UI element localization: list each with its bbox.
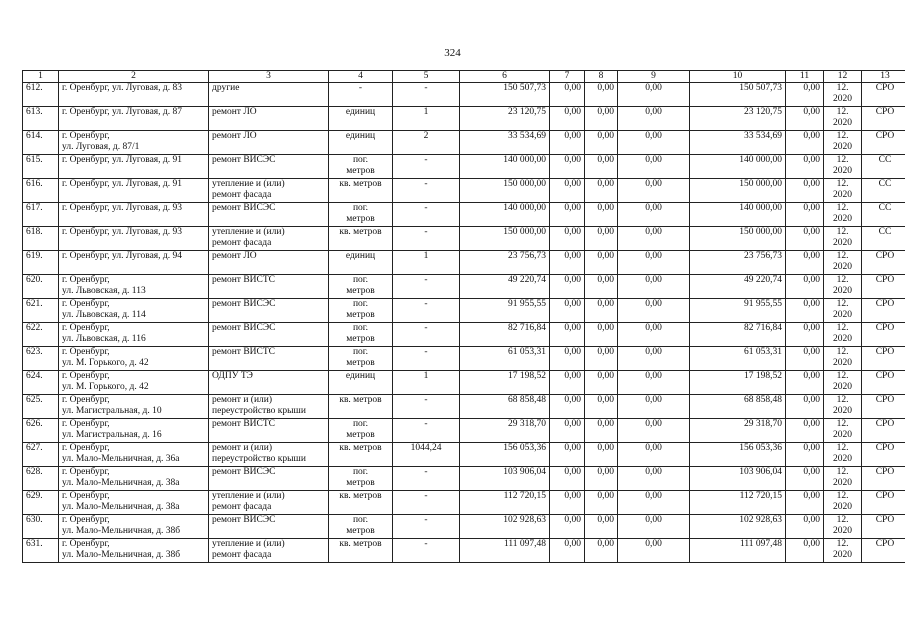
funding-source-cell: СС <box>862 179 905 203</box>
cost-col-8-cell: 0,00 <box>585 467 618 491</box>
funding-source-cell: СРО <box>862 275 905 299</box>
cost-col-9-cell: 0,00 <box>618 395 690 419</box>
completion-date-cell: 12. 2020 <box>824 491 862 515</box>
address-cell: г. Оренбург, ул. Луговая, д. 93 <box>59 203 209 227</box>
cost-col-7-cell: 0,00 <box>550 419 585 443</box>
cost-col-8-cell: 0,00 <box>585 491 618 515</box>
cost-col-10-cell: 156 053,36 <box>690 443 786 467</box>
funding-source-cell: СРО <box>862 131 905 155</box>
table-row <box>23 347 905 371</box>
cost-col-9-cell: 0,00 <box>618 107 690 131</box>
cost-col-11-cell: 0,00 <box>786 179 824 203</box>
total-cost-cell: 91 955,55 <box>460 299 550 323</box>
funding-source-cell: СРО <box>862 299 905 323</box>
cost-col-11-cell: 0,00 <box>786 491 824 515</box>
cost-col-8-cell: 0,00 <box>585 83 618 107</box>
address-cell: г. Оренбург, ул. Мало-Мельничная, д. 38а <box>59 467 209 491</box>
cost-col-7-cell: 0,00 <box>550 539 585 563</box>
cost-col-9-cell: 0,00 <box>618 179 690 203</box>
funding-source-cell: СРО <box>862 539 905 563</box>
cost-col-8-cell: 0,00 <box>585 395 618 419</box>
volume-cell: - <box>393 83 460 107</box>
work-type-cell: ремонт ВИСТС <box>209 347 329 371</box>
cost-col-9-cell: 0,00 <box>618 131 690 155</box>
unit-cell: пог. метров <box>329 155 393 179</box>
funding-source-cell: СРО <box>862 419 905 443</box>
row-number-cell: 621. <box>23 299 59 323</box>
funding-source-cell: СРО <box>862 323 905 347</box>
column-header-7: 7 <box>550 71 585 83</box>
total-cost-cell: 23 756,73 <box>460 251 550 275</box>
cost-col-7-cell: 0,00 <box>550 491 585 515</box>
completion-date-cell: 12. 2020 <box>824 467 862 491</box>
work-type-cell: ОДПУ ТЭ <box>209 371 329 395</box>
cost-col-8-cell: 0,00 <box>585 251 618 275</box>
completion-date-cell: 12. 2020 <box>824 203 862 227</box>
cost-col-8-cell: 0,00 <box>585 371 618 395</box>
table-row <box>23 251 905 275</box>
cost-col-11-cell: 0,00 <box>786 275 824 299</box>
completion-date-cell: 12. 2020 <box>824 323 862 347</box>
table-row <box>23 299 905 323</box>
cost-col-8-cell: 0,00 <box>585 275 618 299</box>
work-type-cell: ремонт ЛО <box>209 107 329 131</box>
work-type-cell: ремонт ЛО <box>209 251 329 275</box>
volume-cell: - <box>393 179 460 203</box>
cost-col-9-cell: 0,00 <box>618 323 690 347</box>
cost-col-11-cell: 0,00 <box>786 395 824 419</box>
table-row <box>23 83 905 107</box>
completion-date-cell: 12. 2020 <box>824 539 862 563</box>
cost-col-8-cell: 0,00 <box>585 443 618 467</box>
completion-date-cell: 12. 2020 <box>824 275 862 299</box>
work-type-cell: ремонт ВИСЭС <box>209 299 329 323</box>
cost-col-8-cell: 0,00 <box>585 155 618 179</box>
cost-col-9-cell: 0,00 <box>618 83 690 107</box>
work-type-cell: ремонт ЛО <box>209 131 329 155</box>
address-cell: г. Оренбург, ул. Мало-Мельничная, д. 38а <box>59 491 209 515</box>
cost-col-10-cell: 102 928,63 <box>690 515 786 539</box>
volume-cell: - <box>393 299 460 323</box>
cost-col-7-cell: 0,00 <box>550 299 585 323</box>
cost-col-8-cell: 0,00 <box>585 227 618 251</box>
completion-date-cell: 12. 2020 <box>824 395 862 419</box>
completion-date-cell: 12. 2020 <box>824 155 862 179</box>
unit-cell: единиц <box>329 131 393 155</box>
work-type-cell: утепление и (или) ремонт фасада <box>209 539 329 563</box>
cost-col-8-cell: 0,00 <box>585 179 618 203</box>
cost-col-8-cell: 0,00 <box>585 347 618 371</box>
cost-col-11-cell: 0,00 <box>786 203 824 227</box>
unit-cell: единиц <box>329 371 393 395</box>
total-cost-cell: 150 000,00 <box>460 179 550 203</box>
address-cell: г. Оренбург, ул. Луговая, д. 87/1 <box>59 131 209 155</box>
table-row <box>23 467 905 491</box>
cost-col-11-cell: 0,00 <box>786 251 824 275</box>
column-header-1: 1 <box>23 71 59 83</box>
address-cell: г. Оренбург, ул. Луговая, д. 83 <box>59 83 209 107</box>
cost-col-10-cell: 112 720,15 <box>690 491 786 515</box>
cost-col-8-cell: 0,00 <box>585 539 618 563</box>
total-cost-cell: 49 220,74 <box>460 275 550 299</box>
total-cost-cell: 150 507,73 <box>460 83 550 107</box>
cost-col-9-cell: 0,00 <box>618 155 690 179</box>
funding-source-cell: СС <box>862 155 905 179</box>
cost-col-9-cell: 0,00 <box>618 251 690 275</box>
table-row <box>23 539 905 563</box>
address-cell: г. Оренбург, ул. Львовская, д. 116 <box>59 323 209 347</box>
cost-col-11-cell: 0,00 <box>786 155 824 179</box>
table-row <box>23 419 905 443</box>
cost-col-11-cell: 0,00 <box>786 539 824 563</box>
row-number-cell: 631. <box>23 539 59 563</box>
cost-col-8-cell: 0,00 <box>585 419 618 443</box>
address-cell: г. Оренбург, ул. М. Горького, д. 42 <box>59 347 209 371</box>
cost-col-7-cell: 0,00 <box>550 179 585 203</box>
row-number-cell: 619. <box>23 251 59 275</box>
funding-source-cell: СРО <box>862 395 905 419</box>
total-cost-cell: 156 053,36 <box>460 443 550 467</box>
table-row <box>23 107 905 131</box>
unit-cell: кв. метров <box>329 491 393 515</box>
unit-cell: пог. метров <box>329 515 393 539</box>
funding-source-cell: СРО <box>862 107 905 131</box>
work-type-cell: ремонт и (или) переустройство крыши <box>209 395 329 419</box>
cost-col-10-cell: 150 507,73 <box>690 83 786 107</box>
cost-col-11-cell: 0,00 <box>786 323 824 347</box>
work-type-cell: ремонт ВИСЭС <box>209 155 329 179</box>
total-cost-cell: 61 053,31 <box>460 347 550 371</box>
cost-col-11-cell: 0,00 <box>786 299 824 323</box>
cost-col-10-cell: 29 318,70 <box>690 419 786 443</box>
cost-col-9-cell: 0,00 <box>618 443 690 467</box>
unit-cell: пог. метров <box>329 467 393 491</box>
completion-date-cell: 12. 2020 <box>824 299 862 323</box>
unit-cell: пог. метров <box>329 323 393 347</box>
cost-col-10-cell: 150 000,00 <box>690 179 786 203</box>
unit-cell: пог. метров <box>329 347 393 371</box>
completion-date-cell: 12. 2020 <box>824 515 862 539</box>
page-number: 324 <box>444 47 461 59</box>
completion-date-cell: 12. 2020 <box>824 107 862 131</box>
cost-col-10-cell: 23 120,75 <box>690 107 786 131</box>
cost-col-7-cell: 0,00 <box>550 395 585 419</box>
cost-col-8-cell: 0,00 <box>585 131 618 155</box>
cost-col-7-cell: 0,00 <box>550 347 585 371</box>
work-type-cell: другие <box>209 83 329 107</box>
cost-col-11-cell: 0,00 <box>786 107 824 131</box>
volume-cell: - <box>393 539 460 563</box>
unit-cell: пог. метров <box>329 203 393 227</box>
cost-col-7-cell: 0,00 <box>550 371 585 395</box>
cost-col-9-cell: 0,00 <box>618 467 690 491</box>
row-number-cell: 623. <box>23 347 59 371</box>
volume-cell: - <box>393 491 460 515</box>
total-cost-cell: 140 000,00 <box>460 155 550 179</box>
unit-cell: пог. метров <box>329 419 393 443</box>
table-row <box>23 203 905 227</box>
column-header-2: 2 <box>59 71 209 83</box>
table-header <box>23 71 905 83</box>
cost-col-9-cell: 0,00 <box>618 227 690 251</box>
completion-date-cell: 12. 2020 <box>824 83 862 107</box>
completion-date-cell: 12. 2020 <box>824 371 862 395</box>
row-number-cell: 615. <box>23 155 59 179</box>
total-cost-cell: 103 906,04 <box>460 467 550 491</box>
work-type-cell: ремонт ВИСТС <box>209 275 329 299</box>
table-row <box>23 179 905 203</box>
cost-col-8-cell: 0,00 <box>585 107 618 131</box>
table-row <box>23 275 905 299</box>
funding-source-cell: СРО <box>862 443 905 467</box>
address-cell: г. Оренбург, ул. Луговая, д. 91 <box>59 155 209 179</box>
column-header-12: 12 <box>824 71 862 83</box>
column-header-4: 4 <box>329 71 393 83</box>
completion-date-cell: 12. 2020 <box>824 443 862 467</box>
work-type-cell: ремонт ВИСЭС <box>209 203 329 227</box>
table-row <box>23 395 905 419</box>
cost-col-7-cell: 0,00 <box>550 323 585 347</box>
cost-col-7-cell: 0,00 <box>550 131 585 155</box>
unit-cell: кв. метров <box>329 179 393 203</box>
address-cell: г. Оренбург, ул. Львовская, д. 113 <box>59 275 209 299</box>
total-cost-cell: 111 097,48 <box>460 539 550 563</box>
address-cell: г. Оренбург, ул. Луговая, д. 93 <box>59 227 209 251</box>
column-header-11: 11 <box>786 71 824 83</box>
volume-cell: - <box>393 227 460 251</box>
work-type-cell: утепление и (или) ремонт фасада <box>209 179 329 203</box>
row-number-cell: 620. <box>23 275 59 299</box>
row-number-cell: 612. <box>23 83 59 107</box>
volume-cell: - <box>393 347 460 371</box>
repair-register-table <box>22 70 905 563</box>
row-number-cell: 629. <box>23 491 59 515</box>
volume-cell: 1 <box>393 107 460 131</box>
funding-source-cell: СРО <box>862 251 905 275</box>
cost-col-10-cell: 17 198,52 <box>690 371 786 395</box>
cost-col-10-cell: 33 534,69 <box>690 131 786 155</box>
row-number-cell: 616. <box>23 179 59 203</box>
work-type-cell: ремонт ВИСЭС <box>209 323 329 347</box>
funding-source-cell: СС <box>862 203 905 227</box>
total-cost-cell: 17 198,52 <box>460 371 550 395</box>
volume-cell: - <box>393 323 460 347</box>
address-cell: г. Оренбург, ул. Луговая, д. 91 <box>59 179 209 203</box>
table-row <box>23 491 905 515</box>
volume-cell: 1 <box>393 371 460 395</box>
completion-date-cell: 12. 2020 <box>824 251 862 275</box>
column-header-5: 5 <box>393 71 460 83</box>
table-body <box>23 83 905 563</box>
work-type-cell: ремонт и (или) переустройство крыши <box>209 443 329 467</box>
volume-cell: - <box>393 395 460 419</box>
row-number-cell: 628. <box>23 467 59 491</box>
cost-col-11-cell: 0,00 <box>786 371 824 395</box>
unit-cell: единиц <box>329 107 393 131</box>
header-row <box>23 71 905 83</box>
completion-date-cell: 12. 2020 <box>824 347 862 371</box>
cost-col-9-cell: 0,00 <box>618 347 690 371</box>
completion-date-cell: 12. 2020 <box>824 179 862 203</box>
volume-cell: - <box>393 467 460 491</box>
cost-col-11-cell: 0,00 <box>786 515 824 539</box>
address-cell: г. Оренбург, ул. Магистральная, д. 10 <box>59 395 209 419</box>
table-row <box>23 323 905 347</box>
cost-col-9-cell: 0,00 <box>618 515 690 539</box>
cost-col-9-cell: 0,00 <box>618 203 690 227</box>
work-type-cell: ремонт ВИСЭС <box>209 467 329 491</box>
row-number-cell: 625. <box>23 395 59 419</box>
cost-col-9-cell: 0,00 <box>618 275 690 299</box>
total-cost-cell: 150 000,00 <box>460 227 550 251</box>
table-row <box>23 131 905 155</box>
cost-col-11-cell: 0,00 <box>786 131 824 155</box>
work-type-cell: ремонт ВИСЭС <box>209 515 329 539</box>
address-cell: г. Оренбург, ул. Луговая, д. 87 <box>59 107 209 131</box>
address-cell: г. Оренбург, ул. Мало-Мельничная, д. 36а <box>59 443 209 467</box>
column-header-6: 6 <box>460 71 550 83</box>
cost-col-8-cell: 0,00 <box>585 515 618 539</box>
unit-cell: кв. метров <box>329 539 393 563</box>
row-number-cell: 613. <box>23 107 59 131</box>
table-row <box>23 371 905 395</box>
row-number-cell: 614. <box>23 131 59 155</box>
cost-col-7-cell: 0,00 <box>550 155 585 179</box>
work-type-cell: утепление и (или) ремонт фасада <box>209 491 329 515</box>
cost-col-11-cell: 0,00 <box>786 419 824 443</box>
cost-col-7-cell: 0,00 <box>550 515 585 539</box>
volume-cell: 1044,24 <box>393 443 460 467</box>
address-cell: г. Оренбург, ул. М. Горького, д. 42 <box>59 371 209 395</box>
address-cell: г. Оренбург, ул. Луговая, д. 94 <box>59 251 209 275</box>
address-cell: г. Оренбург, ул. Магистральная, д. 16 <box>59 419 209 443</box>
funding-source-cell: СРО <box>862 467 905 491</box>
volume-cell: 2 <box>393 131 460 155</box>
funding-source-cell: СРО <box>862 371 905 395</box>
cost-col-10-cell: 91 955,55 <box>690 299 786 323</box>
cost-col-9-cell: 0,00 <box>618 371 690 395</box>
column-header-3: 3 <box>209 71 329 83</box>
row-number-cell: 627. <box>23 443 59 467</box>
row-number-cell: 630. <box>23 515 59 539</box>
cost-col-7-cell: 0,00 <box>550 83 585 107</box>
cost-col-8-cell: 0,00 <box>585 203 618 227</box>
column-header-13: 13 <box>862 71 905 83</box>
cost-col-11-cell: 0,00 <box>786 227 824 251</box>
address-cell: г. Оренбург, ул. Мало-Мельничная, д. 38б <box>59 539 209 563</box>
total-cost-cell: 140 000,00 <box>460 203 550 227</box>
cost-col-11-cell: 0,00 <box>786 467 824 491</box>
volume-cell: - <box>393 515 460 539</box>
cost-col-10-cell: 140 000,00 <box>690 155 786 179</box>
cost-col-10-cell: 61 053,31 <box>690 347 786 371</box>
cost-col-9-cell: 0,00 <box>618 299 690 323</box>
column-header-10: 10 <box>690 71 786 83</box>
cost-col-11-cell: 0,00 <box>786 83 824 107</box>
work-type-cell: ремонт ВИСТС <box>209 419 329 443</box>
unit-cell: кв. метров <box>329 395 393 419</box>
funding-source-cell: СС <box>862 227 905 251</box>
cost-col-9-cell: 0,00 <box>618 539 690 563</box>
volume-cell: - <box>393 419 460 443</box>
unit-cell: пог. метров <box>329 299 393 323</box>
unit-cell: кв. метров <box>329 227 393 251</box>
completion-date-cell: 12. 2020 <box>824 227 862 251</box>
completion-date-cell: 12. 2020 <box>824 131 862 155</box>
row-number-cell: 626. <box>23 419 59 443</box>
address-cell: г. Оренбург, ул. Мало-Мельничная, д. 38б <box>59 515 209 539</box>
total-cost-cell: 23 120,75 <box>460 107 550 131</box>
total-cost-cell: 112 720,15 <box>460 491 550 515</box>
cost-col-9-cell: 0,00 <box>618 419 690 443</box>
work-type-cell: утепление и (или) ремонт фасада <box>209 227 329 251</box>
cost-col-9-cell: 0,00 <box>618 491 690 515</box>
row-number-cell: 617. <box>23 203 59 227</box>
table-row <box>23 227 905 251</box>
volume-cell: 1 <box>393 251 460 275</box>
unit-cell: пог. метров <box>329 275 393 299</box>
completion-date-cell: 12. 2020 <box>824 419 862 443</box>
column-header-8: 8 <box>585 71 618 83</box>
funding-source-cell: СРО <box>862 491 905 515</box>
cost-col-7-cell: 0,00 <box>550 275 585 299</box>
cost-col-7-cell: 0,00 <box>550 203 585 227</box>
funding-source-cell: СРО <box>862 83 905 107</box>
total-cost-cell: 29 318,70 <box>460 419 550 443</box>
cost-col-7-cell: 0,00 <box>550 107 585 131</box>
volume-cell: - <box>393 155 460 179</box>
cost-col-11-cell: 0,00 <box>786 443 824 467</box>
total-cost-cell: 82 716,84 <box>460 323 550 347</box>
column-header-9: 9 <box>618 71 690 83</box>
funding-source-cell: СРО <box>862 347 905 371</box>
row-number-cell: 624. <box>23 371 59 395</box>
cost-col-8-cell: 0,00 <box>585 323 618 347</box>
table-row <box>23 155 905 179</box>
cost-col-7-cell: 0,00 <box>550 251 585 275</box>
cost-col-10-cell: 68 858,48 <box>690 395 786 419</box>
volume-cell: - <box>393 275 460 299</box>
unit-cell: единиц <box>329 251 393 275</box>
cost-col-10-cell: 82 716,84 <box>690 323 786 347</box>
cost-col-7-cell: 0,00 <box>550 467 585 491</box>
unit-cell: - <box>329 83 393 107</box>
funding-source-cell: СРО <box>862 515 905 539</box>
cost-col-10-cell: 140 000,00 <box>690 203 786 227</box>
unit-cell: кв. метров <box>329 443 393 467</box>
row-number-cell: 618. <box>23 227 59 251</box>
table-row <box>23 515 905 539</box>
total-cost-cell: 102 928,63 <box>460 515 550 539</box>
cost-col-10-cell: 111 097,48 <box>690 539 786 563</box>
address-cell: г. Оренбург, ул. Львовская, д. 114 <box>59 299 209 323</box>
table-row <box>23 443 905 467</box>
cost-col-10-cell: 103 906,04 <box>690 467 786 491</box>
volume-cell: - <box>393 203 460 227</box>
cost-col-10-cell: 49 220,74 <box>690 275 786 299</box>
total-cost-cell: 68 858,48 <box>460 395 550 419</box>
cost-col-8-cell: 0,00 <box>585 299 618 323</box>
cost-col-7-cell: 0,00 <box>550 443 585 467</box>
cost-col-10-cell: 23 756,73 <box>690 251 786 275</box>
row-number-cell: 622. <box>23 323 59 347</box>
cost-col-7-cell: 0,00 <box>550 227 585 251</box>
cost-col-11-cell: 0,00 <box>786 347 824 371</box>
cost-col-10-cell: 150 000,00 <box>690 227 786 251</box>
total-cost-cell: 33 534,69 <box>460 131 550 155</box>
